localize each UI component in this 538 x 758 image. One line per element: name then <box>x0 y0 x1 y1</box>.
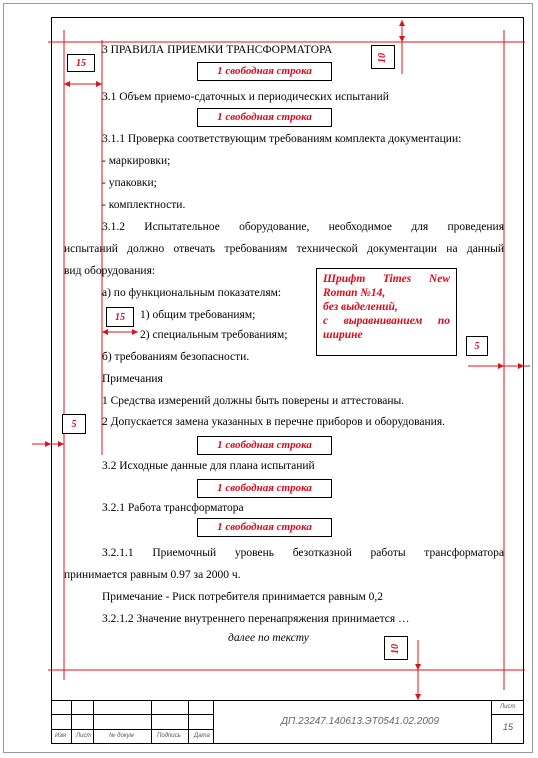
font-note-line-5: ширине <box>323 329 363 341</box>
font-requirements-note <box>316 268 457 356</box>
item-3-2-1-1-line-1: 3.2.1.1 Приемочный уровень безотказной работы трансформатора <box>102 547 504 559</box>
stamp-col-izm: Изм <box>55 733 67 739</box>
dimension-bottom-10: 10 <box>384 636 408 660</box>
item-3-2-1-2: 3.2.1.2 Значение внутреннего перенапряжения принимается … <box>102 613 410 625</box>
item-3-1-2-line-2: испытаний должно отвечать требованиям технической документации на данный <box>64 243 504 255</box>
free-line-box-4: 1 свободная строка <box>197 479 332 498</box>
section-3-2-title: 3.2 Исходные данные для плана испытаний <box>102 460 315 472</box>
stamp-document-number: ДП.23247.140613.ЭТ0541.02.2009 <box>281 716 440 727</box>
sub-item-a-2: 2) специальным требованиям; <box>140 329 288 341</box>
item-3-1-1: 3.1.1 Проверка соответствующим требованиям комплекта документации: <box>102 133 462 145</box>
sub-item-b: б) требованиям безопасности. <box>102 351 250 363</box>
font-note-line-1: Шрифт Times New <box>323 273 450 285</box>
section-heading: 3 ПРАВИЛА ПРИЕМКИ ТРАНСФОРМАТОРА <box>102 44 333 56</box>
font-note-line-2: Roman №14, <box>323 287 386 299</box>
item-3-1-2-line-1: 3.1.2 Испытательное оборудование, необходимое для проведения <box>102 221 504 233</box>
free-line-box-1: 1 свободная строка <box>197 62 332 81</box>
stamp-col-data: Дата <box>194 733 210 739</box>
notes-title: Примечания <box>102 373 163 385</box>
section-3-1-title: 3.1 Объем приемо-сдаточных и периодических испытаний <box>102 91 389 103</box>
stamp-sheet-label: Лист <box>500 704 516 710</box>
sub-item-a: а) по функциональным показателям: <box>102 287 282 299</box>
note-2: 2 Допускается замена указанных в перечне приборов и оборудования. <box>102 416 445 428</box>
font-note-line-3: без выделений, <box>323 301 398 313</box>
continued-text: далее по тексту <box>228 632 309 644</box>
title-block-stamp <box>51 700 524 744</box>
stamp-sheet-number: 15 <box>503 722 514 732</box>
font-note-line-4: с выравниванием по <box>323 315 450 327</box>
stamp-col-podpis: Подпись <box>157 733 181 739</box>
dimension-indent-15: 15 <box>106 307 134 327</box>
item-3-1-2-line-3: вид оборудования: <box>64 265 156 277</box>
dimension-right-5: 5 <box>466 336 488 356</box>
item-3-2-1-1-line-2: принимается равным 0.97 за 2000 ч. <box>64 569 241 581</box>
free-line-box-2: 1 свободная строка <box>197 108 332 127</box>
free-line-box-3: 1 свободная строка <box>197 436 332 455</box>
dimension-top-10: 10 <box>371 45 395 69</box>
sub-item-a-1: 1) общим требованиям; <box>140 309 256 321</box>
list-item-marking: - маркировки; <box>102 155 171 167</box>
stamp-col-docum: № докум <box>109 733 134 739</box>
dimension-left-5: 5 <box>62 414 86 434</box>
note-1: 1 Средства измерений должны быть поверены и аттестованы. <box>102 395 405 407</box>
dimension-left-15: 15 <box>67 54 95 72</box>
free-line-box-5: 1 свободная строка <box>197 518 332 537</box>
stamp-col-list: Лист <box>76 733 92 739</box>
note-consumer-risk: Примечание - Риск потребителя принимается равным 0,2 <box>102 591 384 603</box>
item-3-2-1: 3.2.1 Работа трансформатора <box>102 502 244 514</box>
list-item-completeness: - комплектности. <box>102 199 186 211</box>
list-item-packaging: - упаковки; <box>102 177 157 189</box>
